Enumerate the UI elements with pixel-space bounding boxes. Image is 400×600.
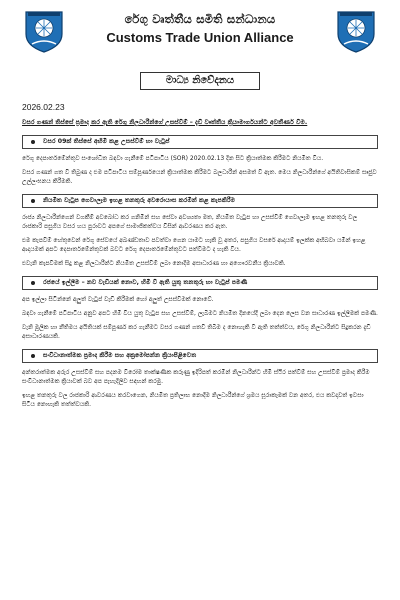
org-name-english: Customs Trade Union Alliance <box>106 30 294 45</box>
paragraph: ඉහළ තනතුරු වල රාජකාරි ආවරණය කරවාගෙන, නියමිත ප්‍රතිලාභ නොදීම නිලධාරීන්ගේ ශ්‍රමය සූරාකෑමක් වන අතර, එය කවදාවත් ඉවසා සිටිය නොහැකි තත්ත්වයකි. <box>22 392 364 408</box>
section-heading: සංවිධානාත්මක ප්‍රමාද කිරීම සහ අක්‍රමෝපන්න ක්‍රියාපිළිවෙත <box>22 349 378 363</box>
section-3 <box>22 276 378 341</box>
subject-line: වසර ගණන් තිස්සේ ප්‍රමාද කර ඇති රේගු නිලධාරීන්ගේ උසස්වීම් – දැඩි වෘත්තීය ක්‍රියාමාර්ගයන්ට අවතීර්ණ වීම. <box>22 119 308 126</box>
document-title: මාධ්‍ය නිවේදනය <box>140 72 260 90</box>
paragraph: වැනි මූලික හා නීතිමය අයිතියක් සම්පූර්ණ කර ගැනීමට වසර ගණන් ගතවී තිබීම ද නොහැකි වී ඇති තත්ත්වය, රේගු නිලධාරීන්ට සිදුකරන දැඩි අසාධාරණයකි. <box>22 324 371 340</box>
paragraph: අන්තරාත්මක අරුර උසස්වීම් සහ පදනම විරෝම තාක්ෂණික කරුණු ඉදිරිපත් කරමින් නිලධාරීන්ට හිමි ස්ථිර පත්වීම් සහ උසස්වීම් ප්‍රමාද කිරීම සංවිධානාත්මක ක්‍රියාවක් බව අප පැහැදිලිව සඳහන් කරමු. <box>22 369 370 385</box>
paragraph: අප ඉල්ලා සිටින්නේ අලුත් වැටුප් වැඩි කිරීමක් හෝ අලුත් උසස්වීමක් නොවේ. <box>22 296 214 303</box>
bullet-icon <box>31 140 35 144</box>
paragraph: බඳවා ගැනීමේ පටිපාටිය අනුව අපට හිමි විය යුතු වැටුප සහ උසස්වීම්, ලැබීමට නියමිත දිනයේදී ලබා දෙන ලෙස වන සාධාරණ ඉල්ලීමක් පමණි. <box>22 310 378 317</box>
release-date: 2026.02.23 <box>22 102 65 112</box>
paragraph: රාජ්‍ය නිලධාරීන්ගෙන් වගකීම් අවබෝධ කර ගනිමින් සහ සේවා අවශ්‍යතා මත, නියමිත වැටුප හා උසස්වීම් ගෙවාලෑම ඉහළ තනතුරු වල රාජකාරි පසුගිය වසර හය පුරාවට අපගේ සාමාජිකත්වය විසින් ආවරණය කර ඇත. <box>22 214 358 230</box>
paragraph: එවැනි කැපවීමක් සිදු කළ නිලධාරීන්ට නියමිත උසස්වීම් ලබා නොදීම අසාධාරණ හා අගෞරවනීය ක්‍රියාවකි. <box>22 260 286 267</box>
section-1 <box>22 135 378 186</box>
bullet-icon <box>31 281 35 285</box>
org-name-sinhala: රේගු වෘත්තීය සමිති සන්ධානය <box>124 12 276 26</box>
letterhead <box>22 0 378 62</box>
section-heading: වසර 09ක් තිස්සේ අහිමි කළ උසස්වීම් හා වැටුප් <box>22 135 378 149</box>
section-heading: රජයේ ඉල්ලීම – නව වැඩියක් නොව, හිමි වී ඇති යුතු තනතුරු හා වැටුප් පමණි <box>22 276 378 290</box>
bullet-icon <box>31 199 35 203</box>
section-2 <box>22 194 378 268</box>
paragraph: එම කැපවීම් හේතුවෙන් රේගු සේවයේ අඛණ්ඩතාව පවත්වා ගෙන යාමට හැකි වූ අතර, පසුගිය වසරේ ආදායම් ඉලක්ක අභිබවා යමින් ඉහළ ආදායමක් අපට දෙපාර්තමේන්තුවක් බවට රේගු දෙපාර්තමේන්තුවට පත්වීමට ද හැකි විය. <box>22 237 366 253</box>
union-emblem-icon <box>334 6 378 54</box>
paragraph: වසර ගණන් ගත වී තිබුණ ද එම පටිපාටිය සම්පූර්ණයෙන් ක්‍රියාත්මක කිරීමට බලධාරීන් අසමත් වී ඇත. මෙය නිලධාරීන්ගේ අයිතිවාසිකම් සෘජුව උල්ලංඝනය කිරීමකි. <box>22 169 377 185</box>
section-heading: නියමිත වැටුප ගෙවාලෑම ඉහළ තනතුරු අවරොයාස කරමින් කළ කැපකිරීම <box>22 194 378 208</box>
bullet-icon <box>31 354 35 358</box>
paragraph: රේගු දෙපාර්තමේන්තුව සංශෝධිත බඳවා ගැනීමේ පටිපාටිය (SOR) 2020.02.13 දින සිට ක්‍රියාත්මක කිරීමට නියමිත විය. <box>22 155 324 162</box>
section-4 <box>22 349 378 409</box>
